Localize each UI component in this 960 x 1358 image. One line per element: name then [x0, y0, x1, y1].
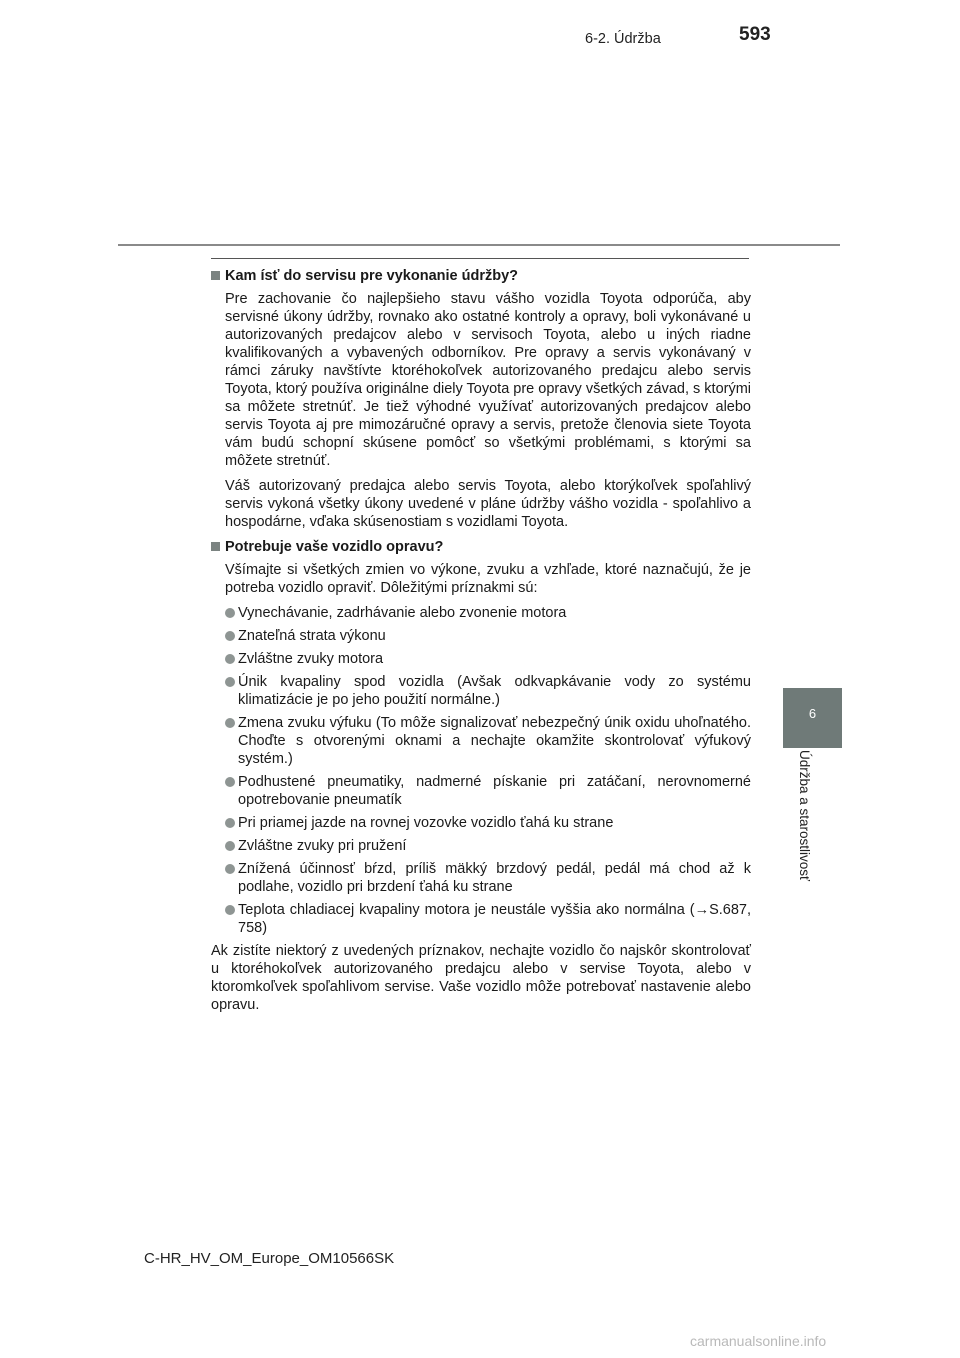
- circle-bullet-icon: [225, 631, 235, 641]
- page-number: 593: [739, 24, 771, 45]
- symptom-list: [225, 604, 751, 937]
- list-item: Znížená účinnosť bŕzd, príliš mäkký brzdový pedál, pedál má chod až k podlahe, vozidlo pri brzdení ťahá ku strane: [225, 860, 751, 896]
- list-item: Zvláštne zvuky pri pružení: [225, 837, 751, 855]
- header-section-title: 6-2. Údržba: [585, 31, 661, 47]
- list-item: Únik kvapaliny spod vozidla (Avšak odkvapkávanie vody zo systému klimatizácie je po jeho použití normálne.): [225, 673, 751, 709]
- paragraph: Všímajte si všetkých zmien vo výkone, zvuku a vzhľade, ktoré naznačujú, že je potreba vozidlo opraviť. Dôležitými príznakmi sú:: [225, 562, 751, 596]
- section-heading: [211, 538, 751, 556]
- section-heading-text: Kam ísť do servisu pre vykonanie údržby?: [225, 268, 519, 284]
- list-item: Teplota chladiacej kvapaliny motora je neustále vyššia ako normálna (→S.687, 758): [225, 901, 751, 937]
- main-content: [211, 267, 751, 1021]
- circle-bullet-icon: [225, 777, 235, 787]
- circle-bullet-icon: [225, 654, 235, 664]
- section-heading: [211, 267, 751, 285]
- side-tab-number: 6: [808, 706, 817, 721]
- side-chapter-title: Údržba a starostlivosť: [797, 750, 812, 882]
- square-bullet-icon: [211, 542, 220, 551]
- content-rule: [211, 258, 749, 259]
- paragraph: Ak zistíte niektorý z uvedených príznakov, nechajte vozidlo čo najskôr skontrolovať u ktoréhokoľvek autorizovaného predajcu alebo v servise Toyota, alebo v ktoromkoľvek spoľahlivom servise. Vaše vozidlo môže potrebovať nastavenie alebo opravu.: [211, 943, 751, 1013]
- footer-doc-code: C-HR_HV_OM_Europe_OM10566SK: [144, 1250, 395, 1267]
- circle-bullet-icon: [225, 905, 235, 915]
- circle-bullet-icon: [225, 608, 235, 618]
- list-item: Pri priamej jazde na rovnej vozovke vozidlo ťahá ku strane: [225, 814, 751, 832]
- section-heading-text: Potrebuje vaše vozidlo opravu?: [225, 539, 444, 555]
- circle-bullet-icon: [225, 718, 235, 728]
- circle-bullet-icon: [225, 864, 235, 874]
- circle-bullet-icon: [225, 841, 235, 851]
- list-item: Vynechávanie, zadrhávanie alebo zvonenie motora: [225, 604, 751, 622]
- list-item: Zvláštne zvuky motora: [225, 650, 751, 668]
- square-bullet-icon: [211, 271, 220, 280]
- list-item: Zmena zvuku výfuku (To môže signalizovať nebezpečný únik oxidu uhoľnatého. Choďte s otvorenými oknami a nechajte okamžite skontrolovať výfukový systém.): [225, 714, 751, 768]
- side-tab: [783, 688, 842, 748]
- circle-bullet-icon: [225, 818, 235, 828]
- paragraph: Pre zachovanie čo najlepšieho stavu vášho vozidla Toyota odporúča, aby servisné úkony údržby, rovnako ako ostatné kontroly a opravy, boli vykonávané u autorizovaných predajcov alebo v servisoch Toyota, alebo u iných riadne kvalifikovaných a vybavených odborníkov. Pre opravy a servis vykonávaný v rámci záruky navštívte ktoréhokoľvek autorizovaného predajcu alebo servis Toyota, ktorý používa originálne diely Toyota pre opravy všetkých závad, s ktorými sa môžete stretnúť. Je tiež výhodné využívať autorizovaných predajcov alebo servis Toyota aj pre mimozáručné opravy a servis, pretože členovia siete Toyota vám budú schopní skúsene pomôcť so všetkými problémami, s ktorými sa môžete stretnúť.: [225, 291, 752, 469]
- watermark: carmanualsonline.info: [690, 1333, 827, 1349]
- header-rule: [118, 244, 840, 246]
- circle-bullet-icon: [225, 677, 235, 687]
- list-item: Podhustené pneumatiky, nadmerné pískanie pri zatáčaní, nerovnomerné opotrebovanie pneumatík: [225, 773, 751, 809]
- list-item: Znateľná strata výkonu: [225, 627, 751, 645]
- paragraph: Váš autorizovaný predajca alebo servis Toyota, alebo ktorýkoľvek spoľahlivý servis vykoná všetky úkony uvedené v pláne údržby vášho vozidla - spoľahlivo a hospodárne, vďaka skúsenostiam s vozidlami Toyota.: [225, 478, 751, 530]
